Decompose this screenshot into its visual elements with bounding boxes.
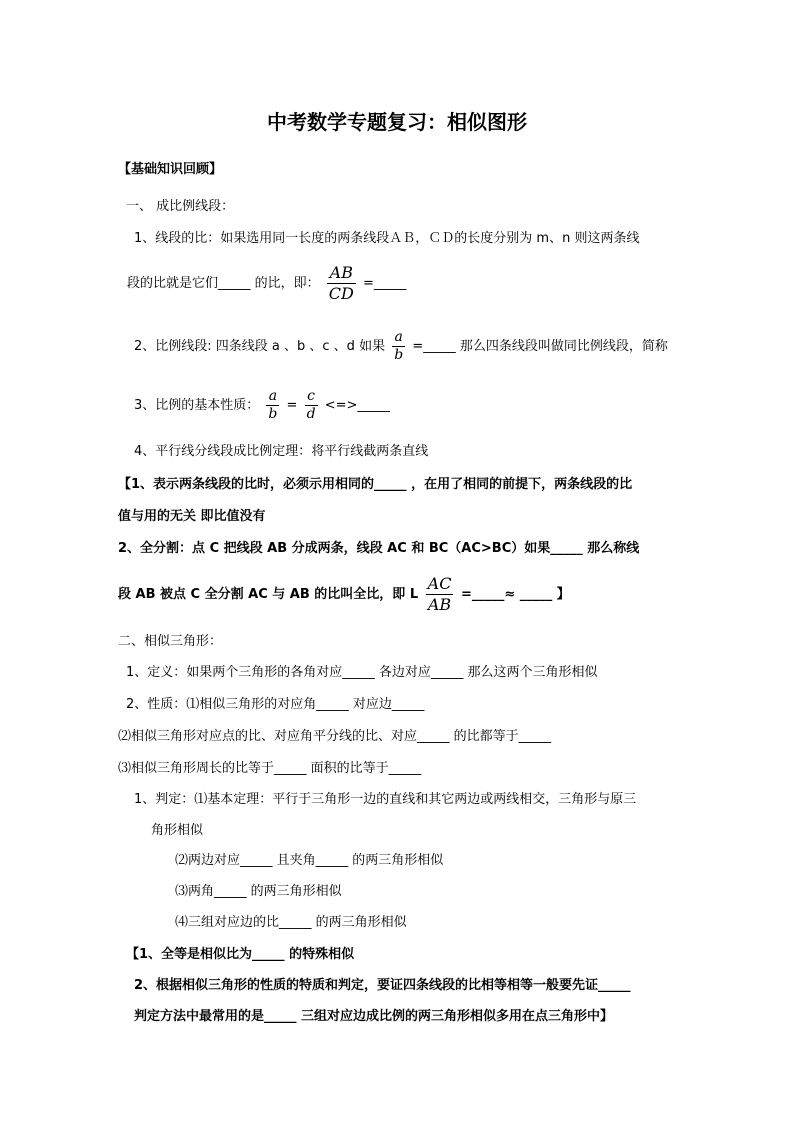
note-2-tail: =_____≈ _____ 】 [460, 587, 570, 602]
fraction-numerator: a [394, 329, 403, 345]
fraction-ac-ab [426, 574, 454, 615]
fraction-a-b [266, 388, 279, 423]
paragraph-2-tail: =_____ 那么四条线段叫做同比例线段，简称 [412, 339, 668, 354]
equals-sign: = [286, 398, 298, 413]
fraction-numerator: AB [329, 263, 353, 282]
fraction-numerator: AC [427, 574, 452, 593]
note-2-line-1: 2、全分割：点 C 把线段 AB 分成两条，线段 AC 和 BC（AC>BC）如果_____ 那么称线 [118, 541, 640, 556]
similar-property-3: ⑶相似三角形周长的比等于_____ 面积的比等于_____ [118, 761, 422, 776]
note-2-text: 段 AB 被点 C 全分割 AC 与 AB 的比叫全比，即 L [118, 587, 419, 602]
paragraph-1-line-2 [127, 263, 406, 304]
section-1-heading: 一、 成比例线段： [126, 199, 235, 214]
paragraph-3 [134, 388, 390, 423]
similar-criteria-line-2: 角形相似 [151, 823, 204, 838]
fraction-numerator: c [307, 388, 315, 404]
paragraph-2 [134, 329, 668, 364]
note-1-line-1: 【1、表示两条线段的比时，必须示用相同的_____ ，在用了相同的前提下，两条线段的比 [118, 477, 633, 492]
paragraph-1-blank: =_____ [363, 276, 407, 291]
fraction-numerator: a [268, 388, 278, 404]
similar-criteria-line-1: 1、判定：⑴基本定理：平行于三角形一边的直线和其它两边或两线相交，三角形与原三 [134, 792, 637, 807]
similar-property-1: 2、性质：⑴相似三角形的对应角_____ 对应边_____ [126, 697, 425, 712]
fraction-ab-cd [327, 263, 356, 304]
paragraph-3-tail: <=>_____ [324, 398, 390, 413]
similar-criteria-2: ⑵两边对应_____ 且夹角_____ 的两三角形相似 [175, 853, 444, 868]
fraction-denominator: b [394, 347, 404, 363]
paragraph-4: 4、平行线分线段成比例定理：将平行线截两条直线 [134, 444, 429, 459]
similar-criteria-3: ⑶两角_____ 的两三角形相似 [175, 884, 342, 899]
fraction-denominator: AB [426, 594, 454, 615]
similar-property-2: ⑵相似三角形对应点的比、对应角平分线的比、对应_____ 的比都等于_____ [118, 729, 552, 744]
note-4-line-2: 判定方法中最常用的是_____ 三组对应边成比例的两三角形相似多用在点三角形中】 [134, 1009, 614, 1024]
fraction-denominator: b [268, 406, 278, 422]
note-2-line-2 [118, 574, 570, 615]
note-3: 【1、全等是相似比为_____ 的特殊相似 [126, 947, 355, 962]
section-header: 【基础知识回顾】 [118, 162, 223, 177]
fraction-c-d [305, 388, 318, 423]
fraction-denominator: d [306, 406, 316, 422]
paragraph-1-text: 段的比就是它们_____ 的比，即： [127, 276, 320, 291]
page-title: 中考数学专题复习：相似图形 [267, 110, 527, 134]
fraction-a-b [392, 329, 405, 364]
fraction-denominator: CD [328, 284, 354, 303]
note-4-line-1: 2、根据相似三角形的性质的特质和判定，要证四条线段的比相等相等一般要先证_____ [134, 978, 631, 993]
paragraph-2-text: 2、比例线段: 四条线段 a 、b 、c 、d 如果 [134, 339, 386, 354]
similar-definition: 1、定义：如果两个三角形的各角对应_____ 各边对应_____ 那么这两个三角形相似 [126, 665, 598, 680]
section-2-heading: 二、相似三角形： [118, 634, 223, 649]
similar-criteria-4: ⑷三组对应边的比_____ 的两三角形相似 [175, 915, 407, 930]
paragraph-1-line-1: 1、线段的比：如果选用同一长度的两条线段ＡＢ，ＣＤ的长度分别为 m、n 则这两条线 [134, 231, 640, 246]
paragraph-3-text: 3、比例的基本性质： [134, 398, 260, 413]
note-1-line-2: 值与用的无关 即比值没有 [118, 509, 266, 524]
